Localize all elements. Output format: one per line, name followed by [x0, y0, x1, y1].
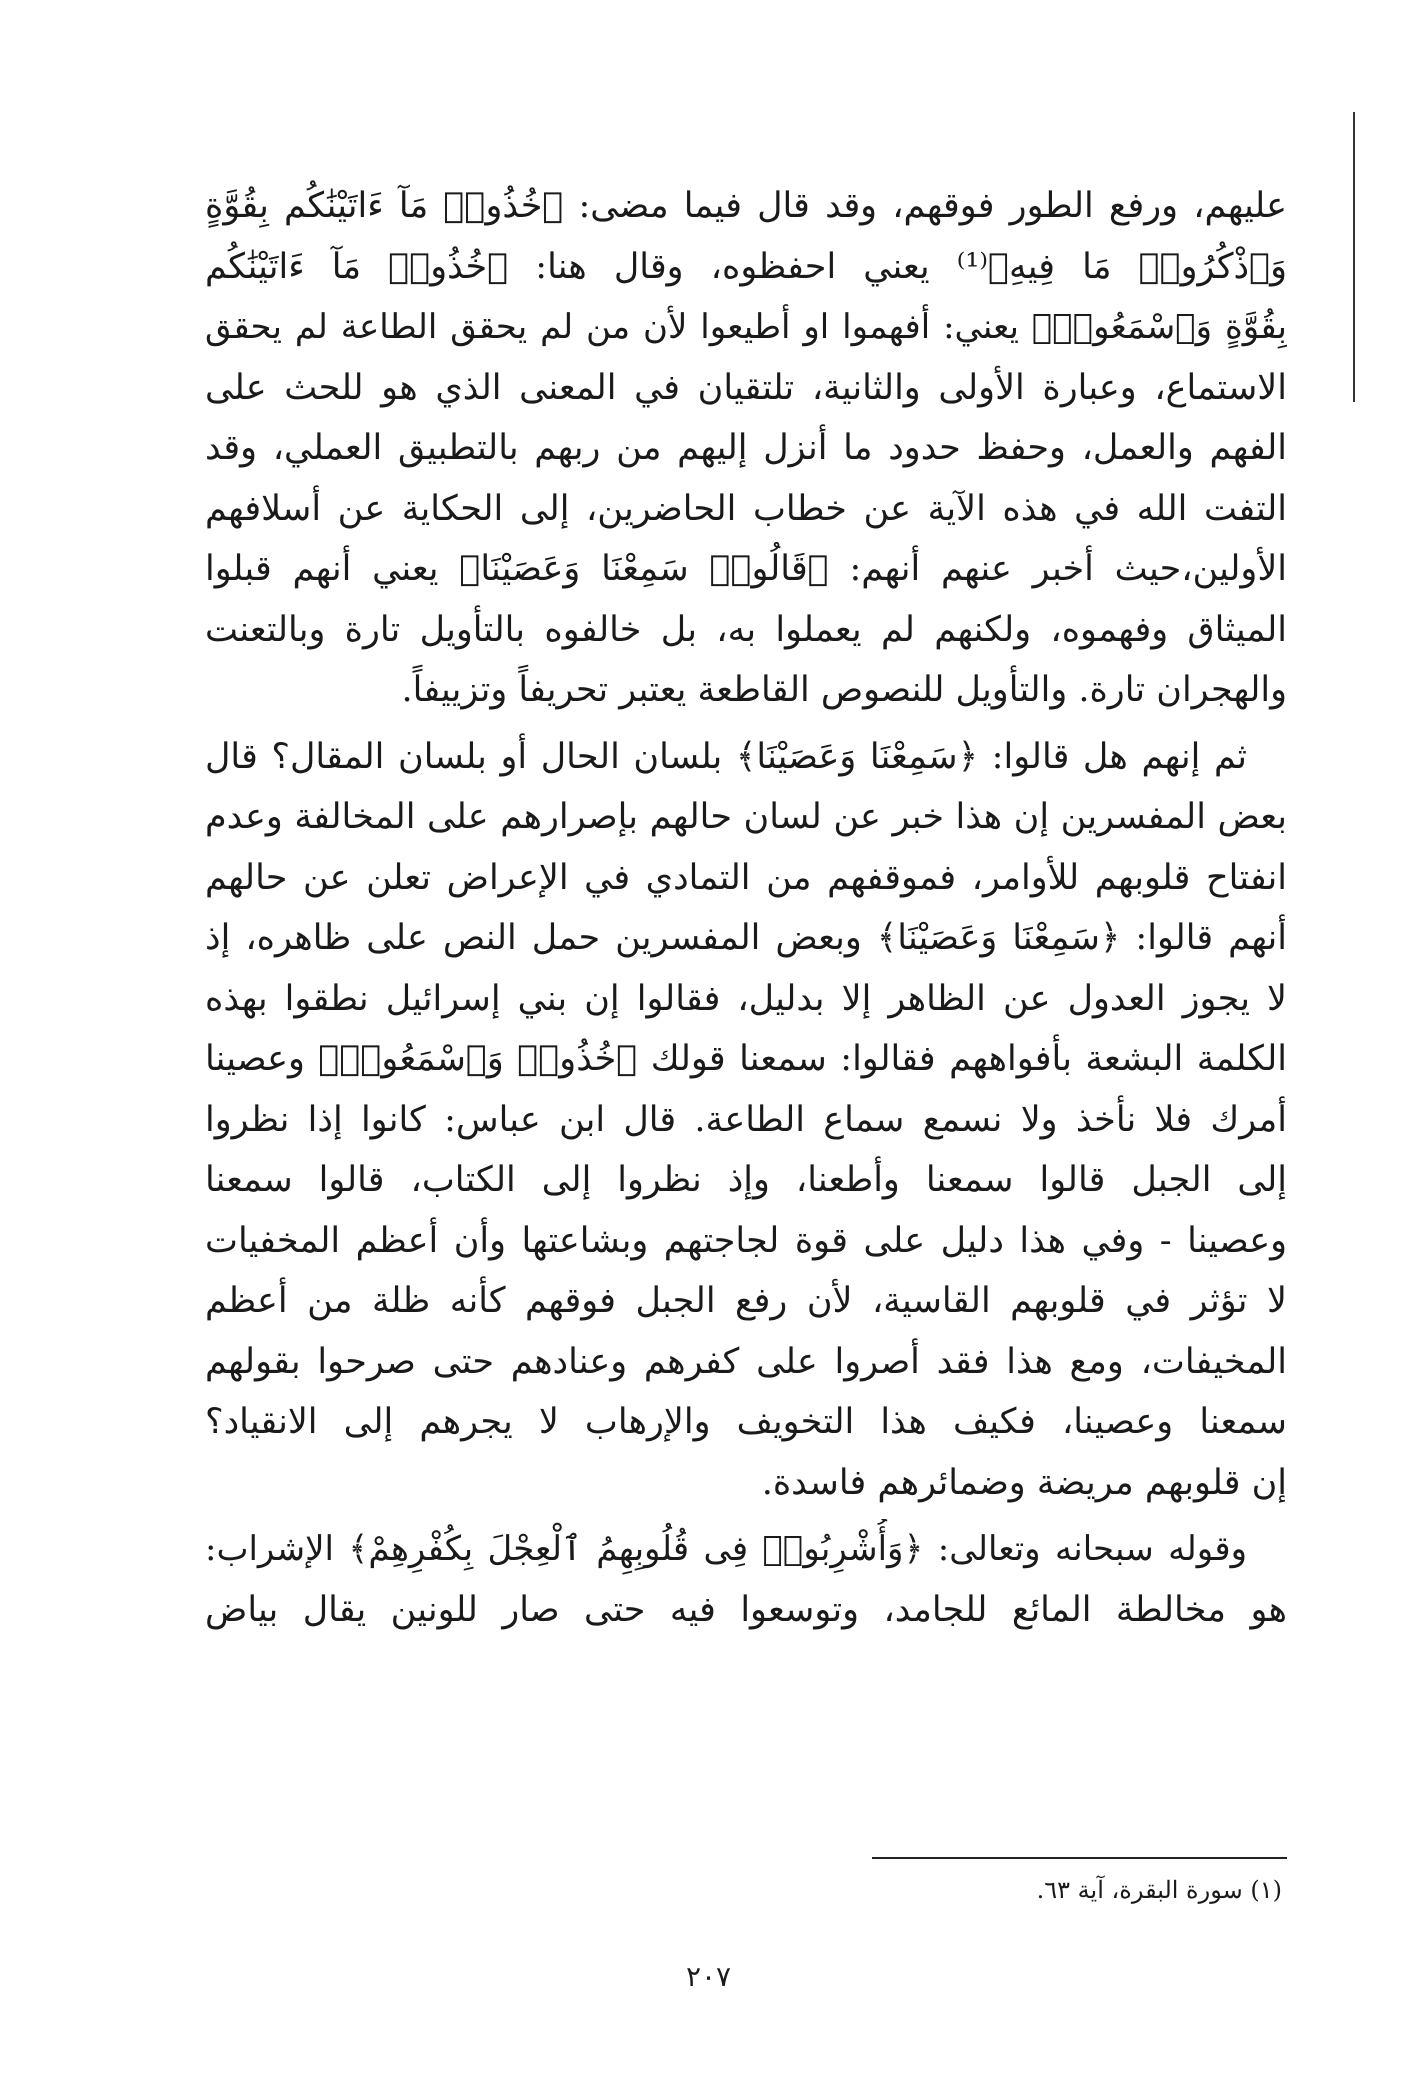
text-line: الأولين،حيث أخبر عنهم أنهم: ﴿قَالُوا۟ سَمِعْنَا وَعَصَيْنَا﴾ يعني أنهم قبلوا: [205, 549, 1287, 589]
text-line: أمرك فلا نأخذ ولا نسمع سماع الطاعة. قال ابن عباس: كانوا إذا نظروا: [205, 1099, 1287, 1140]
text-line: انفتاح قلوبهم للأوامر، فموقفهم من التمادي في الإعراض تعلن عن حالهم: [205, 857, 1287, 898]
text-line: الميثاق وفهموه، ولكنهم لم يعملوا به، بل خالفوه بالتأويل تارة وبالتعنت: [205, 609, 1287, 650]
text-line: سمعنا وعصينا، فكيف هذا التخويف والإرهاب لا يجرهم إلى الانقياد؟: [205, 1402, 1287, 1442]
text-line: بِقُوَّةٍ وَٱسْمَعُوا۟﴾ يعني: أفهموا او أطيعوا لأن من لم يحقق الطاعة لم يحقق: [205, 307, 1287, 347]
text-line: المخيفات، ومع هذا فقد أصروا على كفرهم وعنادهم حتى صرحوا بقولهم: [205, 1341, 1287, 1382]
text-line: لا يجوز العدول عن الظاهر إلا بدليل، فقالوا إن بني إسرائيل نطقوا بهذه: [205, 978, 1287, 1019]
text-line: وعصينا - وفي هذا دليل على قوة لجاجتهم وبشاعتها وأن أعظم المخفيات: [205, 1220, 1287, 1261]
text-line: عليهم، ورفع الطور فوقهم، وقد قال فيما مضى: ﴿خُذُوا۟ مَآ ءَاتَيْنَٰكُم بِقُوَّةٍ: [205, 186, 1287, 226]
text-line: الفهم والعمل، وحفظ حدود ما أنزل إليهم من ربهم بالتطبيق العملي، وقد: [205, 428, 1287, 468]
footnote-rule: [872, 1857, 1287, 1859]
text-line: وَٱذْكُرُوا۟ مَا فِيهِ﴾⁽¹⁾ يعني احفظوه، وقال هنا: ﴿خُذُوا۟ مَآ ءَاتَيْنَٰكُم: [205, 246, 1287, 287]
text-line: التفت الله في هذه الآية عن خطاب الحاضرين، إلى الحكاية عن أسلافهم: [205, 488, 1287, 529]
text-line: وقوله سبحانه وتعالى: ﴿وَأُشْرِبُوا۟ فِى قُلُوبِهِمُ ٱلْعِجْلَ بِكُفْرِهِمْ﴾ الإشراب:: [205, 1529, 1247, 1569]
text-line: أنهم قالوا: ﴿سَمِعْنَا وَعَصَيْنَا﴾ وبعض المفسرين حمل النص على ظاهره، إذ: [205, 918, 1287, 958]
text-line: إن قلوبهم مريضة وضمائرهم فاسدة.: [761, 1462, 1287, 1503]
text-line: هو مخالطة المائع للجامد، وتوسعوا فيه حتى صار للونين يقال بياض: [205, 1589, 1287, 1630]
text-line: لا تؤثر في قلوبهم القاسية، لأن رفع الجبل فوقهم كأنه ظلة من أعظم: [205, 1281, 1287, 1321]
text-line: والهجران تارة. والتأويل للنصوص القاطعة يعتبر تحريفاً وتزييفاً.: [401, 670, 1287, 710]
text-line: إلى الجبل قالوا سمعنا وأطعنا، وإذ نظروا إلى الكتاب، قالوا سمعنا: [205, 1160, 1287, 1200]
text-line: الاستماع، وعبارة الأولى والثانية، تلتقيان في المعنى الذي هو للحث على: [205, 367, 1287, 408]
page-number: ٢٠٧: [685, 1960, 732, 1993]
text-line: الكلمة البشعة بأفواههم فقالوا: سمعنا قولك ﴿خُذُوا۟ وَٱسْمَعُوا۟﴾ وعصينا: [205, 1039, 1287, 1079]
text-line: بعض المفسرين إن هذا خبر عن لسان حالهم بإصرارهم على المخالفة وعدم: [205, 797, 1287, 837]
body-text: [205, 176, 1287, 1640]
margin-rule: [1353, 112, 1355, 402]
text-line: ثم إنهم هل قالوا: ﴿سَمِعْنَا وَعَصَيْنَا﴾ بلسان الحال أو بلسان المقال؟ قال: [205, 736, 1247, 777]
footnote: (١) سورة البقرة، آية ٦٣.: [1036, 1876, 1282, 1904]
